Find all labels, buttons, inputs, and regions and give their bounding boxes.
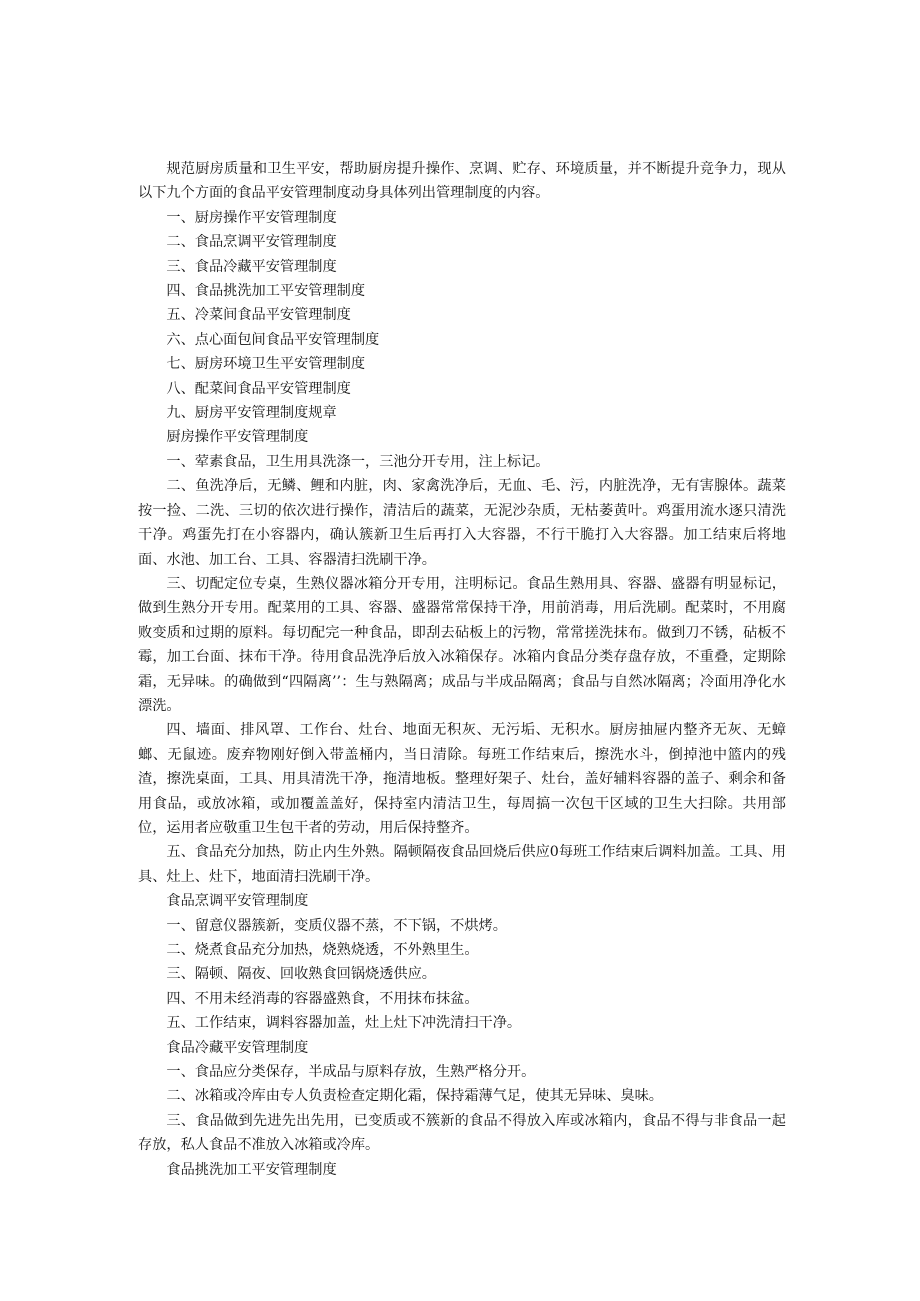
section-heading-refrigeration: 食品冷藏平安管理制度	[166, 1039, 309, 1056]
toc-item-7: 七、厨房环境卫生平安管理制度	[166, 356, 366, 373]
body-paragraph: 五、工作结束，调料容器加盖，灶上灶下冲洗清扫干净。	[166, 1015, 522, 1032]
body-paragraph: 四、墙面、排风罩、工作台、灶台、地面无积灰、无污垢、无积水。厨房抽屉内整齐无灰、无蟑螂、无鼠迹。废弃物刚好倒入带盖桶内，当日清除。每班工作结束后，擦洗水斗，倒掉池中篮内的残渣，擦洗桌面，工具、用具清洗干净，拖清地板。整理好架子、灶台，盖好辅料容器的盖子、剩余和备用食品，或放冰箱，或加覆盖盖好，保持室内清洁卫生，每周搞一次包干区域的卫生大扫除。共用部位，运用者应敬重卫生包干者的劳动，用后保持整齐。	[138, 722, 786, 836]
toc-item-1: 一、厨房操作平安管理制度	[166, 209, 337, 226]
body-paragraph: 二、鱼洗净后，无鳞、鲤和内脏，肉、家禽洗净后，无血、毛、污，内脏洗净，无有害腺体。蔬菜按一捡、二洗、三切的依次进行操作，清洁后的蔬菜，无泥沙杂质，无枯萎黄叶。鸡蛋用流水逐只清洗干净。鸡蛋先打在小容器内，确认簇新卫生后再打入大容器，不行干脆打入大容器。加工结束后将地面、水池、加工台、工具、容器清扫洗刷干净。	[138, 478, 786, 568]
document-body	[138, 157, 786, 1182]
toc-item-6: 六、点心面包间食品平安管理制度	[166, 331, 380, 348]
section-heading-cooking: 食品烹调平安管理制度	[166, 893, 309, 910]
intro-paragraph: 规范厨房质量和卫生平安，帮助厨房提升操作、烹调、贮存、环境质量，并不断提升竞争力，现从以下九个方面的食品平安管理制度动身具体列出管理制度的内容。	[138, 161, 786, 202]
section-heading-washing: 食品挑洗加工平安管理制度	[166, 1161, 337, 1178]
section-heading-kitchen-operation: 厨房操作平安管理制度	[166, 429, 309, 446]
toc-item-4: 四、食品挑洗加工平安管理制度	[166, 283, 366, 300]
body-paragraph: 一、荤素食品，卫生用具洗涤一，三池分开专用，注上标记。	[166, 453, 550, 470]
body-paragraph: 一、留意仪器簇新，变质仪器不蒸，不下锅，不烘烤。	[166, 917, 507, 934]
toc-item-3: 三、食品冷藏平安管理制度	[166, 258, 337, 275]
body-paragraph: 三、食品做到先进先出先用，已变质或不簇新的食品不得放入库或冰箱内，食品不得与非食品一起存放，私人食品不准放入冰箱或冷库。	[138, 1112, 786, 1154]
body-paragraph: 二、烧煮食品充分加热，烧熟烧透，不外熟里生。	[166, 942, 479, 958]
body-paragraph: 五、食品充分加热，防止内生外熟。隔顿隔夜食品回烧后供应0每班工作结束后调料加盖。工具、用具、灶上、灶下，地面清扫洗刷干净。	[138, 844, 786, 885]
body-paragraph: 二、冰箱或冷库由专人负责检查定期化霜，保持霜薄气足，使其无异味、臭味。	[166, 1088, 663, 1105]
toc-item-9: 九、厨房平安管理制度规章	[166, 405, 337, 422]
body-paragraph: 三、隔顿、隔夜、回收熟食回锅烧透供应。	[166, 966, 436, 983]
toc-item-8: 八、配菜间食品平安管理制度	[166, 380, 351, 397]
body-paragraph: 三、切配定位专桌，生熟仪器冰箱分开专用，注明标记。食品生熟用具、容器、盛器有明显标记，做到生熟分开专用。配菜用的工具、容器、盛器常常保持干净，用前消毒，用后洗刷。配菜时，不用腐败变质和过期的原料。每切配完一种食品，即刮去砧板上的污物，常常搓洗抹布。做到刀不锈，砧板不霉，加工台面、抹布干净。待用食品洗净后放入冰箱保存。冰箱内食品分类存盘存放，不重叠，定期除霜，无异味。的确做到“四隔离’’：生与熟隔离；成品与半成品隔离；食品与自然冰隔离；冷面用净化水漂洗。	[138, 575, 786, 714]
body-paragraph: 一、食品应分类保存，半成品与原料存放，生熟严格分开。	[166, 1064, 536, 1081]
toc-item-5: 五、冷菜间食品平安管理制度	[166, 307, 351, 324]
toc-item-2: 二、食品烹调平安管理制度	[166, 234, 337, 251]
body-paragraph: 四、不用未经消毒的容器盛熟食，不用抹布抹盆。	[166, 990, 479, 1007]
